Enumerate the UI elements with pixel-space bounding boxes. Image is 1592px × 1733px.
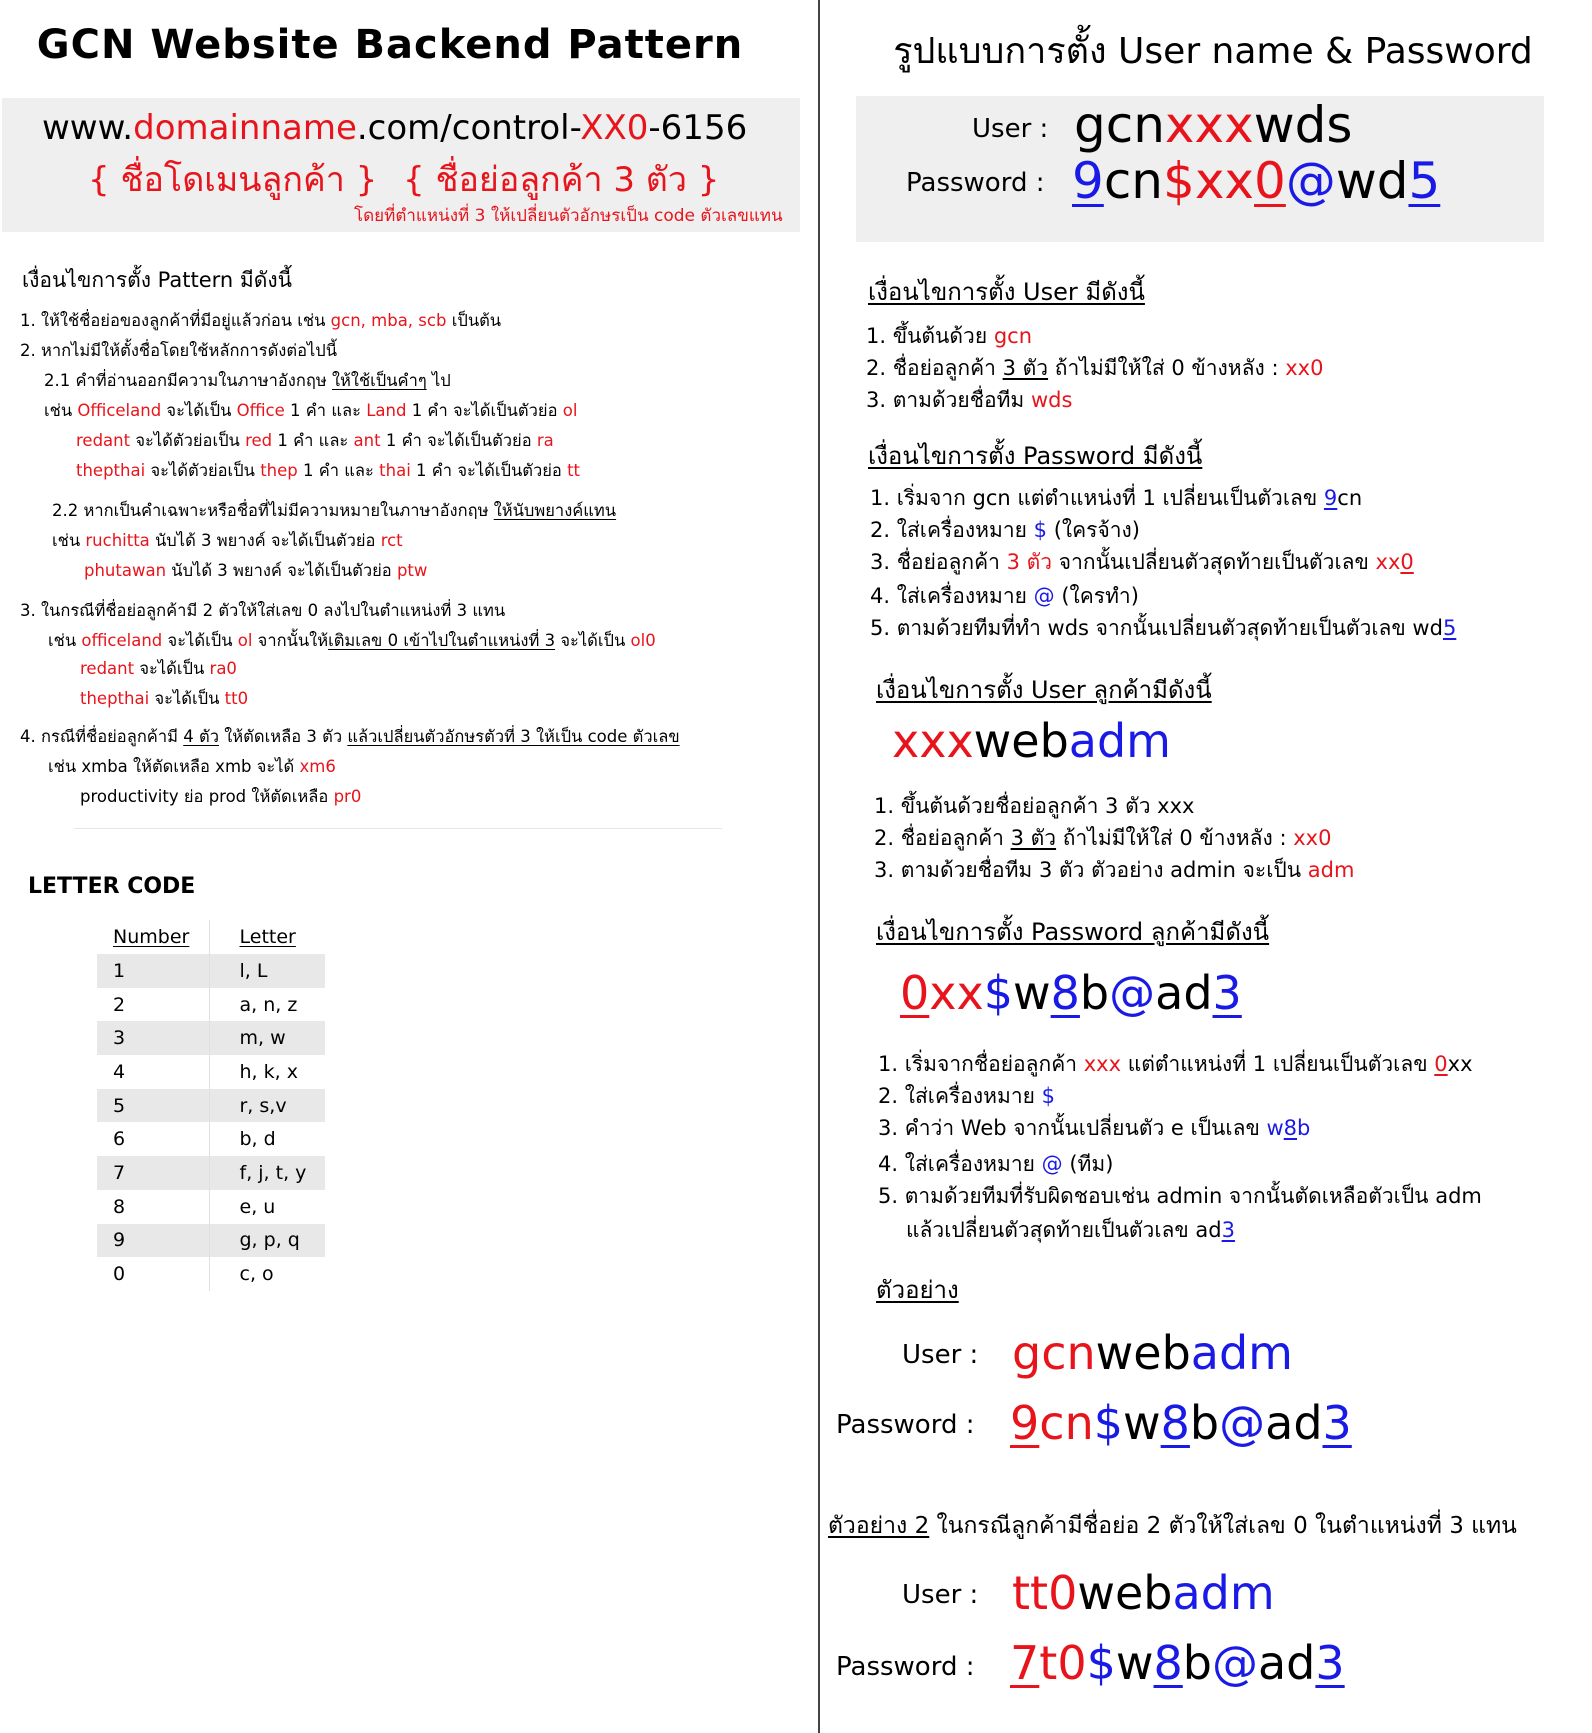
table-row: 1 l, L [97,954,325,988]
letter-code-title: LETTER CODE [28,874,196,899]
url-path: .com/control- [356,108,581,148]
customer-user-condition-2: 2. ชื่อย่อลูกค้า 3 ตัว ถ้าไม่มีให้ใส่ 0 ข้างหลัง : xx0 [874,826,1332,850]
password-label: Password : [906,168,1045,198]
customer-user-conditions-title: เงื่อนไขการตั้ง User ลูกค้ามีดังนี้ [876,676,1212,704]
password-condition-5: 5. ตามด้วยทีมที่ทำ wds จากนั้นเปลี่ยนตัวสุดท้ายเป็นตัวเลข wd5 [870,616,1457,640]
user-condition-3: 3. ตามด้วยชื่อทีม wds [866,388,1073,412]
customer-password-conditions-title: เงื่อนไขการตั้ง Password ลูกค้ามีดังนี้ [876,918,1270,946]
example-1-user-label: User : [902,1340,979,1370]
table-row: 5 r, s,v [97,1089,325,1123]
customer-password-condition-3: 3. คำว่า Web จากนั้นเปลี่ยนตัว e เป็นเลข w8b [878,1116,1311,1140]
user-condition-1: 1. ขึ้นต้นด้วย gcn [866,324,1033,348]
user-pattern: gcnxxxwds [1074,96,1353,154]
column-divider [818,0,820,1733]
rule-2-1-example-1: เช่น Officeland จะได้เป็น Office 1 คำ และ Land 1 คำ จะได้เป็นตัวย่อ ol [44,401,578,420]
example-2-password-label: Password : [836,1652,975,1682]
user-condition-2: 2. ชื่อย่อลูกค้า 3 ตัว ถ้าไม่มีให้ใส่ 0 ข้างหลัง : xx0 [866,356,1324,380]
example-1-password-label: Password : [836,1410,975,1440]
rule-2-2-example-2: phutawan นับได้ 3 พยางค์ จะได้เป็นตัวย่อ ptw [84,561,428,580]
customer-password-condition-5: 5. ตามด้วยทีมที่รับผิดชอบเช่น admin จากนั้นตัดเหลือตัวเป็น adm [878,1184,1482,1208]
rule-2-2: 2.2 หากเป็นคำเฉพาะหรือชื่อที่ไม่มีความหมายในภาษาอังกฤษ ให้นับพยางค์แทน [52,501,617,520]
url-code: XX0 [580,108,649,148]
password-conditions-title: เงื่อนไขการตั้ง Password มีดังนี้ [868,442,1203,470]
example-2-user: tt0webadm [1012,1566,1275,1620]
example-2-title: ตัวอย่าง 2 ในกรณีลูกค้ามีชื่อย่อ 2 ตัวให้ใส่เลข 0 ในตำแหน่งที่ 3 แทน [828,1513,1517,1539]
table-row: 9 g, p, q [97,1224,325,1258]
password-condition-3: 3. ชื่อย่อลูกค้า 3 ตัว จากนั้นเปลี่ยนตัวสุดท้ายเป็นตัวเลข xx0 [870,550,1414,574]
user-label: User : [972,114,1049,144]
url-pattern [42,108,747,148]
rule-2-1: 2.1 คำที่อ่านออกมีความในภาษาอังกฤษ ให้ใช้เป็นคำๆ ไป [44,371,451,390]
rule-2-2-example-1: เช่น ruchitta นับได้ 3 พยางค์ จะได้เป็นตัวย่อ rct [52,531,403,550]
url-prefix: www. [42,108,134,148]
password-pattern: 9cn$xx0@wd5 [1072,152,1441,210]
rule-3-example-3: thepthai จะได้เป็น tt0 [80,689,249,708]
url-note: โดยที่ตำแหน่งที่ 3 ให้เปลี่ยนตัวอักษรเป็น code ตัวเลขแทน [354,206,783,226]
customer-password-condition-5-cont: แล้วเปลี่ยนตัวสุดท้ายเป็นตัวเลข ad3 [906,1218,1236,1242]
example-2-user-label: User : [902,1580,979,1610]
letter-code-table [97,920,325,1291]
rule-2-1-example-2: redant จะได้ตัวย่อเป็น red 1 คำ และ ant 1 คำ จะได้เป็นตัวย่อ ra [76,431,554,450]
table-header [97,920,325,954]
column-header-letter: Letter [239,926,296,948]
rule-2: 2. หากไม่มีให้ตั้งชื่อโดยใช้หลักการดังต่อไปนี้ [20,341,338,360]
rule-2-1-example-3: thepthai จะได้ตัวย่อเป็น thep 1 คำ และ thai 1 คำ จะได้เป็นตัวย่อ tt [76,461,581,480]
example-1-password: 9cn$w8b@ad3 [1010,1396,1352,1450]
customer-user-pattern: xxxwebadm [892,714,1171,768]
rule-3: 3. ในกรณีที่ชื่อย่อลูกค้ามี 2 ตัวให้ใส่เลข 0 ลงไปในตำแหน่งที่ 3 แทน [20,601,506,620]
pattern-conditions-title: เงื่อนไขการตั้ง Pattern มีดังนี้ [22,268,292,292]
table-row: 6 b, d [97,1122,325,1156]
url-label-domain: { ชื่อโดเมนลูกค้า } [88,160,378,200]
table-row: 2 a, n, z [97,988,325,1022]
table-row: 4 h, k, x [97,1055,325,1089]
url-domain: domainname [133,108,357,148]
url-suffix: -6156 [648,108,748,148]
table-row: 7 f, j, t, y [97,1156,325,1190]
page-title: GCN Website Backend Pattern [36,22,744,68]
table-row: 3 m, w [97,1021,325,1055]
customer-password-condition-1: 1. เริ่มจากชื่อย่อลูกค้า xxx แต่ตำแหน่งที่ 1 เปลี่ยนเป็นตัวเลข 0xx [878,1052,1473,1076]
customer-password-pattern: 0xx$w8b@ad3 [900,966,1242,1020]
rule-separator [74,828,722,829]
rule-1: 1. ให้ใช้ชื่อย่อของลูกค้าที่มีอยู่แล้วก่อน เช่น gcn, mba, scb เป็นต้น [20,311,502,330]
table-row: 8 e, u [97,1190,325,1224]
rule-3-example-1: เช่น officeland จะได้เป็น ol จากนั้นให้เติมเลข 0 เข้าไปในตำแหน่งที่ 3 จะได้เป็น ol0 [48,631,656,650]
column-header-number: Number [97,920,209,954]
example-2-password: 7t0$w8b@ad3 [1010,1636,1345,1690]
table-row: 0 c, o [97,1257,325,1291]
rule-4-example-2: productivity ย่อ prod ให้ตัดเหลือ pr0 [80,787,362,806]
example-1-user: gcnwebadm [1012,1326,1293,1380]
user-conditions-title: เงื่อนไขการตั้ง User มีดังนี้ [868,278,1145,306]
rule-3-example-2: redant จะได้เป็น ra0 [80,659,237,678]
password-condition-2: 2. ใส่เครื่องหมาย $ (ใครจ้าง) [870,518,1141,542]
rule-4: 4. กรณีที่ชื่อย่อลูกค้ามี 4 ตัว ให้ตัดเหลือ 3 ตัว แล้วเปลี่ยนตัวอักษรตัวที่ 3 ให้เป็น code ตัวเลข [20,727,680,746]
password-condition-4: 4. ใส่เครื่องหมาย @ (ใครทำ) [870,584,1139,608]
customer-password-condition-4: 4. ใส่เครื่องหมาย @ (ทีม) [878,1152,1114,1176]
rule-4-example-1: เช่น xmba ให้ตัดเหลือ xmb จะได้ xm6 [48,757,336,776]
customer-user-condition-3: 3. ตามด้วยชื่อทีม 3 ตัว ตัวอย่าง admin จะเป็น adm [874,858,1355,882]
url-label-abbr: { ชื่อย่อลูกค้า 3 ตัว } [403,160,720,200]
password-condition-1: 1. เริ่มจาก gcn แต่ตำแหน่งที่ 1 เปลี่ยนเป็นตัวเลข 9cn [870,486,1363,510]
example-1-title: ตัวอย่าง [876,1276,959,1304]
customer-password-condition-2: 2. ใส่เครื่องหมาย $ [878,1084,1055,1108]
credentials-title: รูปแบบการตั้ง User name & Password [893,31,1533,72]
customer-user-condition-1: 1. ขึ้นต้นด้วยชื่อย่อลูกค้า 3 ตัว xxx [874,794,1195,818]
